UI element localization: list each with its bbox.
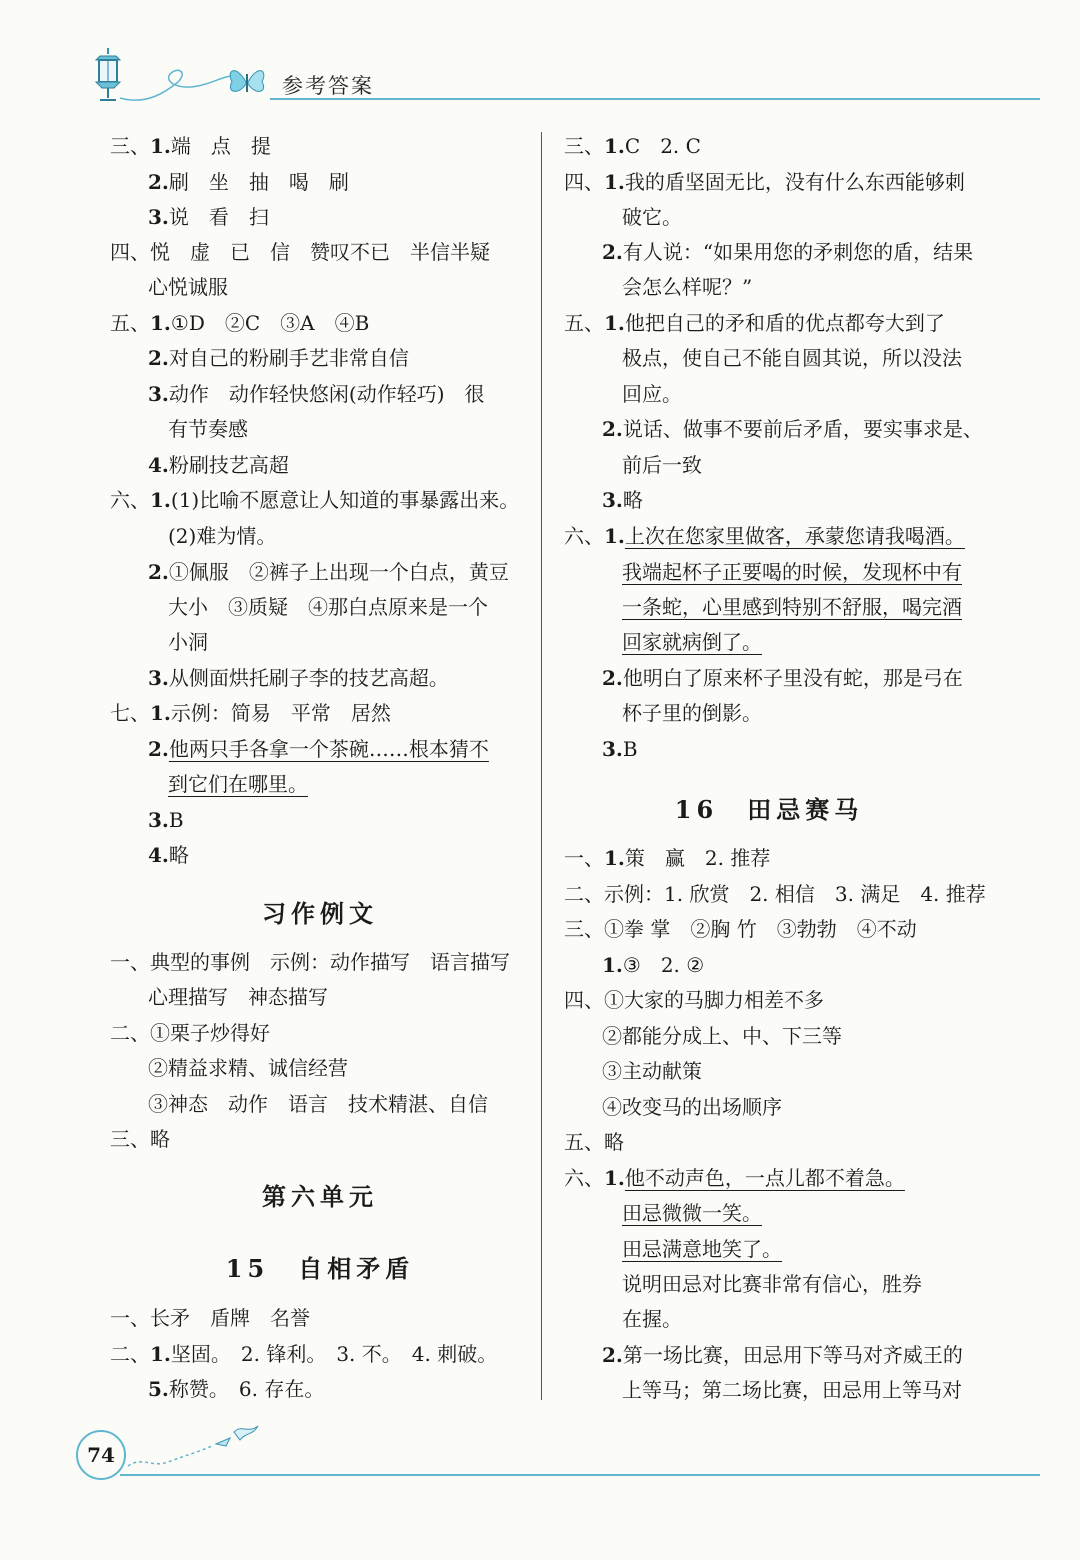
answer-text: 悦 虚 已 信 赞叹不已 半信半疑 [150,240,490,264]
answer-line [148,203,269,231]
section-marker: 二、 [110,1342,150,1366]
answer-text: 称赞。 6. 存在。 [168,1377,325,1401]
answer-text: 心理描写 神态描写 [148,985,328,1009]
answer-line [622,699,762,727]
section-marker: 一、 [110,950,150,974]
answer-text: 上等马；第二场比赛，田忌用上等马对 [622,1378,962,1402]
answer-line [168,770,308,798]
item-number: 3. [602,488,623,512]
answer-line [564,844,770,872]
answer-line [602,735,638,763]
section-marker: 三、 [564,134,604,158]
answer-text: 典型的事例 示例：动作描写 语言描写 [150,950,510,974]
item-number: 1. [604,170,625,194]
section-marker: 四、 [110,240,150,264]
answer-text: 长矛 盾牌 名誉 [150,1306,310,1330]
answer-text: 回家就病倒了。 [622,630,762,654]
section-marker: 四、 [564,170,604,194]
item-number: 2. [148,346,169,370]
answer-line [622,1305,682,1333]
answer-line [148,664,449,692]
section-marker: 五、 [564,311,604,335]
item-number: 3. [602,737,623,761]
answer-text: 回应。 [622,382,682,406]
answer-text: ①大家的马脚力相差不多 [604,988,824,1012]
answer-line [148,558,509,586]
item-number: 1. [150,134,171,158]
answer-text: B [622,737,638,761]
answer-line [602,415,983,443]
answer-line [110,699,391,727]
answer-line [110,1304,310,1332]
answer-line [168,593,488,621]
answer-text: 小洞 [168,630,208,654]
item-number: 2. [602,417,623,441]
answer-text: 从侧面烘托刷子李的技艺高超。 [168,666,449,690]
item-number: 1. [150,311,171,335]
answer-text: (1)比喻不愿意让人知道的事暴露出来。 [170,488,520,512]
answer-text: ④改变马的出场顺序 [602,1095,782,1119]
item-number: 1. [150,1342,171,1366]
answer-line [148,735,489,763]
section-marker: 三、 [564,917,604,941]
answer-text: 心悦诚服 [148,275,228,299]
answer-text: 田忌微微一笑。 [622,1201,762,1225]
item-number: 2. [148,170,169,194]
answer-line [110,1340,497,1368]
answer-line [148,806,184,834]
answer-text: ①栗子炒得好 [150,1021,270,1045]
butterfly-icon [226,62,268,100]
answer-line [602,951,704,979]
answer-text: 他把自己的矛和盾的优点都夸大到了 [624,311,945,335]
section-marker: 四、 [564,988,604,1012]
answer-text: 略 [622,488,643,512]
answer-text: 端 点 提 [170,134,271,158]
answer-text: 杯子里的倒影。 [622,701,762,725]
answer-text: 他不动声色，一点儿都不着急。 [624,1166,905,1190]
answer-line [564,880,986,908]
answer-line [110,309,369,337]
answer-line [148,380,485,408]
answer-line [564,915,917,943]
answer-line [622,273,752,301]
answer-line [602,1057,702,1085]
answer-line [148,344,409,372]
answer-text: 说明田忌对比赛非常有信心，胜券 [622,1272,922,1296]
item-number: 1. [604,134,625,158]
answer-line [110,238,490,266]
answer-line [564,1128,624,1156]
answer-line [564,132,701,160]
item-number: 3. [148,666,169,690]
answer-text: 说话、做事不要前后矛盾，要实事求是、 [622,417,983,441]
answer-text: 到它们在哪里。 [168,772,308,796]
section-marker: 三、 [110,1127,150,1151]
answer-text: 有人说：“如果用您的矛刺您的盾，结果 [622,240,974,264]
answer-text: 上次在您家里做客，承蒙您请我喝酒。 [624,524,965,548]
answer-text: ③神态 动作 语言 技术精湛、自信 [148,1092,488,1116]
answer-text: ①D ②C ③A ④B [170,311,370,335]
answer-text: 会怎么样呢？” [622,275,753,299]
answer-line [564,986,824,1014]
answer-line [168,628,208,656]
answer-text: 在握。 [622,1307,682,1331]
section-marker: 六、 [564,524,604,548]
section-marker: 五、 [110,311,150,335]
answer-line [148,1054,348,1082]
section-marker: 一、 [564,846,604,870]
answer-line [564,168,965,196]
answer-line [148,1090,488,1118]
item-number: 3. [148,382,169,406]
answer-text: 破它。 [622,205,682,229]
item-number: 2. [148,737,169,761]
section-marker: 一、 [110,1306,150,1330]
answer-text: 他明白了原来杯子里没有蛇，那是弓在 [622,666,963,690]
answer-line [622,593,962,621]
answer-line [110,948,510,976]
answer-text: 一条蛇，心里感到特别不舒服，喝完酒 [622,595,962,619]
answer-line [622,558,962,586]
answer-text: ③ 2. ② [622,953,705,977]
answer-text: ③主动献策 [602,1059,702,1083]
answer-line [602,664,963,692]
answer-line [168,522,276,550]
item-number: 1. [602,953,623,977]
column-divider [541,132,542,1400]
answer-text: 策 赢 2. 推荐 [624,846,771,870]
answer-text: ①佩服 ②裤子上出现一个白点，黄豆 [168,560,509,584]
answer-text: 第一场比赛，田忌用下等马对齐威王的 [622,1343,963,1367]
answer-text: 极点，使自己不能自圆其说，所以没法 [622,346,962,370]
answer-line [564,522,965,550]
answer-line [602,1022,842,1050]
answer-line [602,1341,963,1369]
answer-text: 对自己的粉刷手艺非常自信 [168,346,409,370]
answer-line [622,344,962,372]
footer-rule [120,1474,1040,1476]
answer-text: 说 看 扫 [168,205,269,229]
answer-line [148,1375,324,1403]
answer-text: 前后一致 [622,453,702,477]
answer-text: 略 [150,1127,170,1151]
item-number: 1. [150,488,171,512]
item-number: 1. [150,701,171,725]
item-number: 2. [602,1343,623,1367]
answer-line [602,486,643,514]
answer-text: 粉刷技艺高超 [168,453,289,477]
answer-text: 略 [604,1130,624,1154]
answer-line [110,1125,170,1153]
answer-line [622,1270,922,1298]
bird-swirl-icon [122,1418,272,1478]
section-marker: 六、 [564,1166,604,1190]
answer-line [602,1093,782,1121]
page-number: 74 [76,1430,126,1480]
section-heading: 15 自相矛盾 [225,1254,415,1283]
answer-line [110,1019,270,1047]
section-marker: 六、 [110,488,150,512]
answer-text: ①拳 掌 ②胸 竹 ③勃勃 ④不动 [604,917,917,941]
answer-line [110,132,271,160]
answer-line [564,309,945,337]
answer-line [622,1376,962,1404]
answer-line [148,841,189,869]
answer-line [622,451,702,479]
answer-line [622,628,762,656]
answer-line [602,238,973,266]
item-number: 2. [148,560,169,584]
answer-line [148,983,328,1011]
section-marker: 二、 [110,1021,150,1045]
section-marker: 五、 [564,1130,604,1154]
answer-text: 坚固。 2. 锋利。 3. 不。 4. 刺破。 [170,1342,498,1366]
answer-line [622,1199,762,1227]
answer-line [564,1164,905,1192]
page-header [0,0,1080,120]
answer-text: ②都能分成上、中、下三等 [602,1024,842,1048]
header-title: 参考答案 [282,74,374,98]
item-number: 2. [602,666,623,690]
header-rule [270,98,1040,100]
item-number: 1. [604,311,625,335]
section-heading: 第六单元 [262,1182,378,1211]
answer-line [622,380,682,408]
answer-line [148,451,289,479]
item-number: 1. [604,846,625,870]
item-number: 5. [148,1377,169,1401]
answer-text: 刷 坐 抽 喝 刷 [168,170,349,194]
answer-text: 我端起杯子正要喝的时候，发现杯中有 [622,560,962,584]
section-marker: 三、 [110,134,150,158]
item-number: 2. [602,240,623,264]
section-heading: 16 田忌赛马 [674,795,864,824]
answer-text: 田忌满意地笑了。 [622,1237,782,1261]
answer-text: 大小 ③质疑 ④那白点原来是一个 [168,595,488,619]
answer-text: 示例：简易 平常 居然 [170,701,391,725]
answer-text: 示例：1. 欣赏 2. 相信 3. 满足 4. 推荐 [604,882,986,906]
answer-text: 我的盾坚固无比，没有什么东西能够刺 [624,170,965,194]
answer-text: (2)难为情。 [168,524,277,548]
answer-text: 动作 动作轻快悠闲(动作轻巧) 很 [168,382,485,406]
answer-line [622,203,682,231]
answer-line [148,273,228,301]
answer-line [168,415,248,443]
section-marker: 二、 [564,882,604,906]
answer-text: 有节奏感 [168,417,248,441]
answer-text: 他两只手各拿一个茶碗……根本猜不 [168,737,489,761]
answer-line [148,168,349,196]
answer-text: ②精益求精、诚信经营 [148,1056,348,1080]
answer-line [622,1235,782,1263]
item-number: 4. [148,843,169,867]
item-number: 1. [604,524,625,548]
answer-text: 略 [168,843,189,867]
answer-line [110,486,519,514]
answer-text: C 2. C [624,134,701,158]
item-number: 4. [148,453,169,477]
item-number: 3. [148,205,169,229]
item-number: 3. [148,808,169,832]
section-heading: 习作例文 [262,899,378,928]
answer-text: B [168,808,184,832]
section-marker: 七、 [110,701,150,725]
item-number: 1. [604,1166,625,1190]
